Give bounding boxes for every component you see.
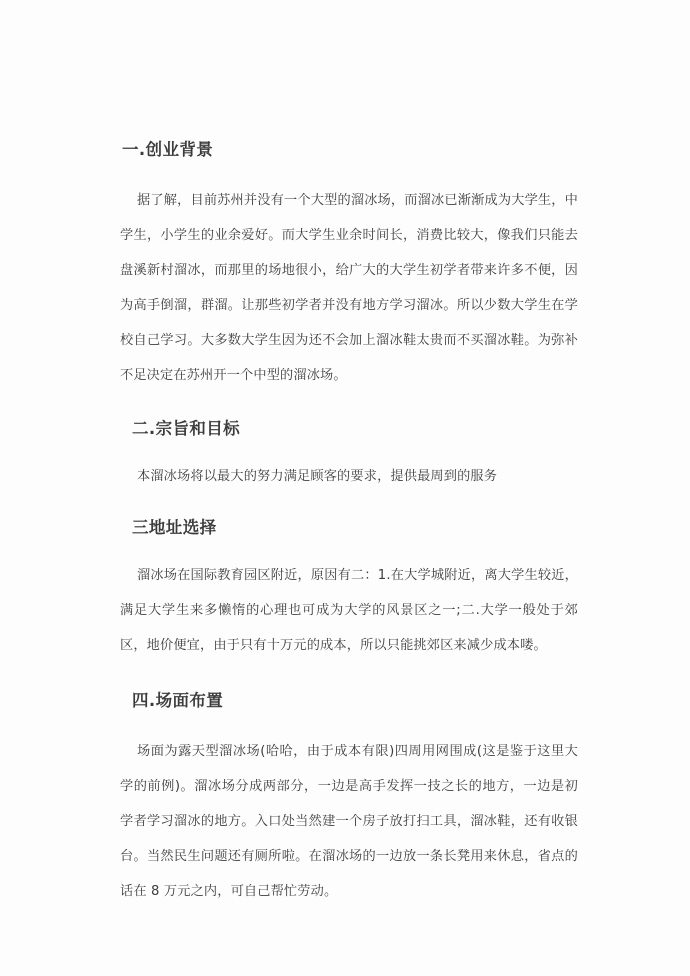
section-4-heading: 四.场面布置 [132, 690, 224, 710]
section-3-heading-spacer [120, 539, 578, 558]
section-1-paragraph: 据了解，目前苏州并没有一个大型的溜冰场，而溜冰已渐渐成为大学生，中学生，小学生的业余爱好。而大学生业余时间长，消费比较大，像我们只能去盘溪新村溜冰，而那里的场地很小，给广大的大学生初学者带来许多不便，因为高手倒溜，群溜。让那些初学者并没有地方学习溜冰。所以少数大学生在学校自己学习。大多数大学生因为还不会加上溜冰鞋太贵而不买溜冰鞋。为弥补不足决定在苏州开一个中型的溜冰场。 [120, 192, 578, 383]
top-margin-spacer [120, 0, 578, 140]
document-body [120, 0, 578, 909]
section-2-bottom-spacer [120, 494, 578, 518]
section-3-bottom-spacer [120, 663, 578, 691]
section-1-heading-spacer [120, 161, 578, 183]
section-2 [120, 419, 578, 495]
section-3-heading: 三地址选择 [132, 518, 217, 538]
section-2-paragraph: 本溜冰场将以最大的努力满足顾客的要求，提供最周到的服务 [137, 469, 498, 485]
section-1-bottom-spacer [120, 393, 578, 419]
section-4-paragraph: 场面为露天型溜冰场(哈哈，由于成本有限)四周用网围成(这是鉴于这里大学的前例)。溜冰场分成两部分，一边是高手发挥一技之长的地方，一边是初学者学习溜冰的地方。入口处当然建一个房子放打扫工具，溜冰鞋，还有收银台。当然民生问题还有厕所啦。在溜冰场的一边放一条长凳用来休息，省点的话在 8 万元之内，可自己帮忙劳动。 [120, 743, 578, 899]
section-3 [120, 518, 578, 663]
section-4-heading-spacer [120, 712, 578, 734]
section-1 [120, 140, 578, 393]
section-1-heading: 一.创业背景 [122, 140, 214, 159]
section-2-heading-spacer [120, 439, 578, 459]
section-3-paragraph: 溜冰场在国际教育园区附近，原因有二：1.在大学城附近，离大学生较近，满足大学生来多懒惰的心理也可成为大学的风景区之一;二.大学一般处于郊区，地价便宜，由于只有十万元的成本，所以只能挑郊区来减少成本喽。 [120, 567, 578, 653]
section-4 [120, 691, 578, 909]
section-2-heading: 二.宗旨和目标 [132, 418, 241, 438]
